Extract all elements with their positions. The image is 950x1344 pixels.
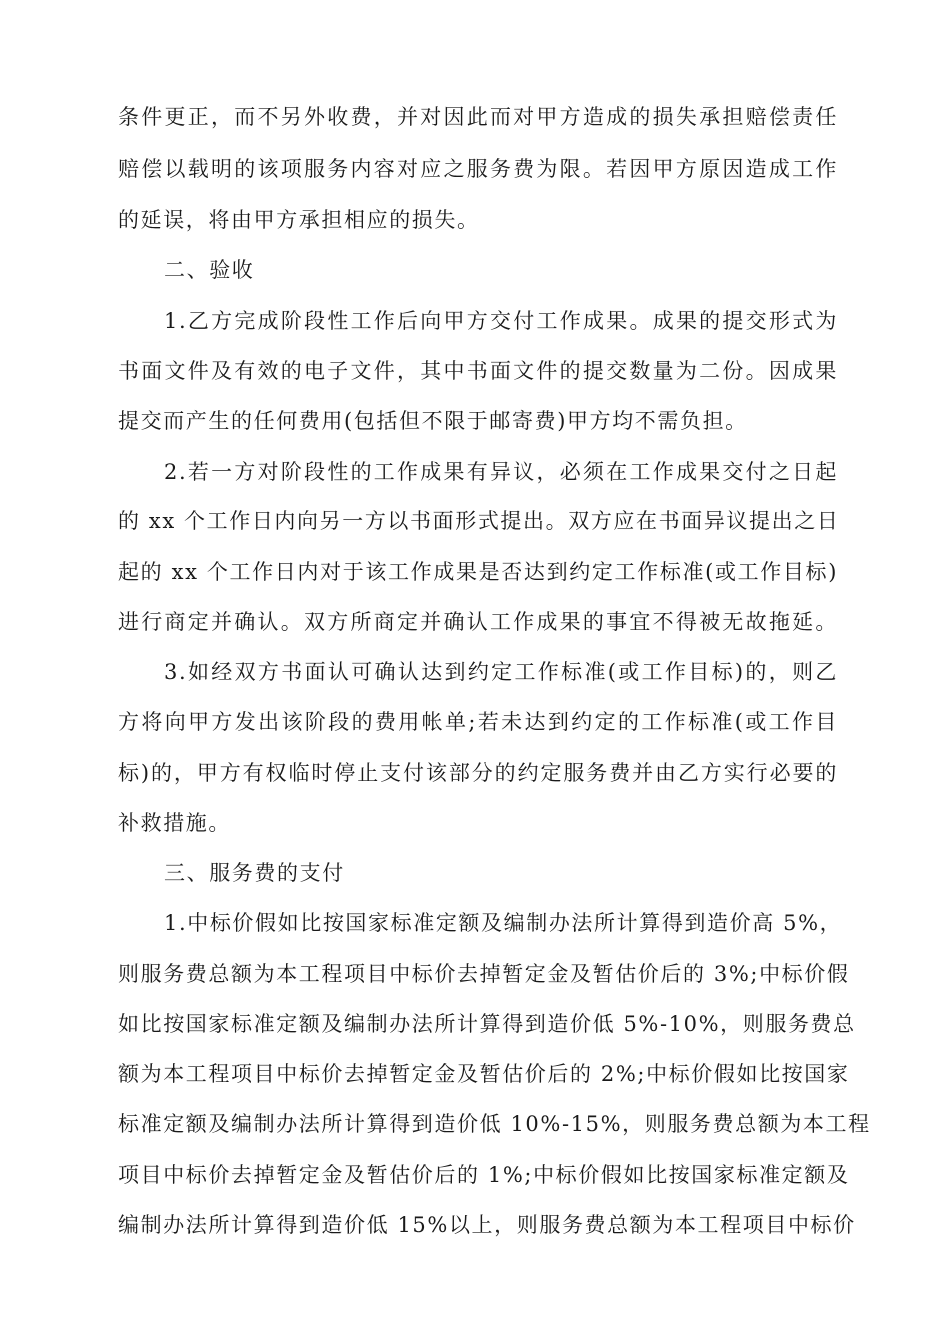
text-line: 提交而产生的任何费用(包括但不限于邮寄费)甲方均不需负担。 bbox=[118, 409, 748, 433]
text-line: 3.如经双方书面认可确认达到约定工作标准(或工作目标)的，则乙 bbox=[164, 660, 838, 684]
text-line: 编制办法所计算得到造价低 15%以上，则服务费总额为本工程项目中标价 bbox=[118, 1213, 856, 1237]
text-line: 赔偿以载明的该项服务内容对应之服务费为限。若因甲方原因造成工作 bbox=[118, 157, 838, 181]
text-line: 项目中标价去掉暂定金及暂估价后的 1%;中标价假如比按国家标准定额及 bbox=[118, 1163, 850, 1187]
text-line: 2.若一方对阶段性的工作成果有异议，必须在工作成果交付之日起 bbox=[164, 460, 838, 484]
text-line: 书面文件及有效的电子文件，其中书面文件的提交数量为二份。因成果 bbox=[118, 359, 838, 383]
text-line: 如比按国家标准定额及编制办法所计算得到造价低 5%-10%，则服务费总 bbox=[118, 1012, 856, 1036]
text-line: 方将向甲方发出该阶段的费用帐单;若未达到约定的工作标准(或工作目 bbox=[118, 710, 838, 734]
text-line: 进行商定并确认。双方所商定并确认工作成果的事宜不得被无故拖延。 bbox=[118, 610, 838, 634]
text-line: 标)的，甲方有权临时停止支付该部分的约定服务费并由乙方实行必要的 bbox=[118, 761, 838, 785]
text-line: 起的 xx 个工作日内对于该工作成果是否达到约定工作标准(或工作目标) bbox=[118, 560, 838, 584]
text-line: 的 xx 个工作日内向另一方以书面形式提出。双方应在书面异议提出之日 bbox=[118, 509, 840, 533]
text-line: 额为本工程项目中标价去掉暂定金及暂估价后的 2%;中标价假如比按国家 bbox=[118, 1062, 850, 1086]
text-line: 1.乙方完成阶段性工作后向甲方交付工作成果。成果的提交形式为 bbox=[164, 309, 838, 333]
text-line: 补救措施。 bbox=[118, 811, 231, 835]
text-line: 则服务费总额为本工程项目中标价去掉暂定金及暂估价后的 3%;中标价假 bbox=[118, 962, 850, 986]
section-heading: 二、验收 bbox=[164, 258, 255, 282]
text-line: 的延误，将由甲方承担相应的损失。 bbox=[118, 208, 480, 232]
text-line: 1.中标价假如比按国家标准定额及编制办法所计算得到造价高 5%， bbox=[164, 911, 843, 935]
text-line: 标准定额及编制办法所计算得到造价低 10%-15%，则服务费总额为本工程 bbox=[118, 1112, 871, 1136]
section-heading: 三、服务费的支付 bbox=[164, 861, 345, 885]
text-line: 条件更正，而不另外收费，并对因此而对甲方造成的损失承担赔偿责任 bbox=[118, 105, 838, 129]
